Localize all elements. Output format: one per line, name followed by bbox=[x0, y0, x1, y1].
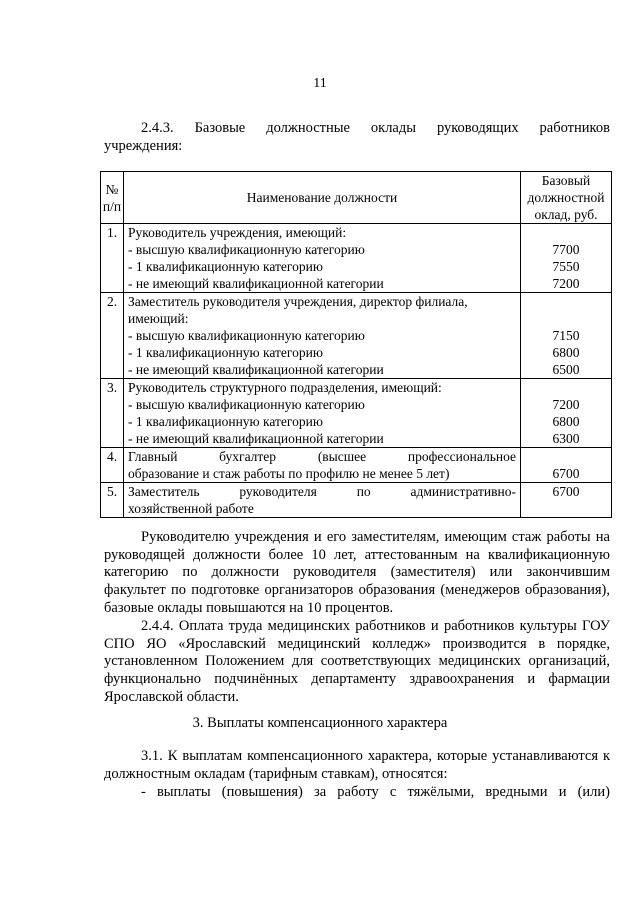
row-word: по bbox=[356, 484, 371, 499]
row-item: - 1 квалификационную категорию bbox=[128, 414, 323, 429]
salary-value: 6800 bbox=[552, 414, 580, 429]
row-number: 1. bbox=[101, 224, 124, 293]
table-row bbox=[101, 224, 612, 293]
row-number: 5. bbox=[101, 483, 124, 518]
salary-value: 7200 bbox=[552, 397, 580, 412]
table-heading bbox=[104, 119, 610, 155]
heading-word: работников bbox=[539, 120, 610, 136]
row-line-justified bbox=[128, 448, 516, 465]
table-row bbox=[101, 448, 612, 483]
row-item: - высшую квалификационную категорию bbox=[128, 242, 365, 257]
heading-line-1 bbox=[104, 119, 610, 137]
row-word: административно- bbox=[410, 484, 516, 499]
row-line: образование и стаж работы по профилю не менее 5 лет) bbox=[128, 466, 450, 481]
row-number: 2. bbox=[101, 293, 124, 379]
row-position bbox=[124, 224, 521, 293]
row-word: Заместитель bbox=[128, 484, 200, 499]
row-word: руководителя bbox=[239, 484, 317, 499]
header-number: № п/п bbox=[101, 172, 124, 224]
row-item: - 1 квалификационную категорию bbox=[128, 259, 323, 274]
paragraph-list-item: - выплаты (повышения) за работу с тяжёлыми, вредными и (или) bbox=[141, 784, 610, 800]
table-row bbox=[101, 379, 612, 448]
row-title: Руководитель структурного подразделения, имеющий: bbox=[128, 380, 442, 395]
header-position-name: Наименование должности bbox=[124, 172, 521, 224]
row-salary bbox=[521, 483, 612, 518]
row-position bbox=[124, 293, 521, 379]
heading-word: Базовые bbox=[194, 120, 246, 136]
row-salary bbox=[521, 448, 612, 483]
row-word: бухгалтер bbox=[219, 449, 277, 464]
row-title: Заместитель руководителя учреждения, директор филиала, имеющий: bbox=[128, 294, 468, 326]
row-item: - высшую квалификационную категорию bbox=[128, 328, 365, 343]
heading-word: должностные bbox=[266, 120, 350, 136]
row-item: - 1 квалификационную категорию bbox=[128, 345, 323, 360]
row-word: профессиональное bbox=[407, 449, 516, 464]
row-item: - не имеющий квалификационной категории bbox=[128, 362, 384, 377]
row-position bbox=[124, 448, 521, 483]
page-number: 11 bbox=[313, 76, 327, 91]
row-item: - не имеющий квалификационной категории bbox=[128, 276, 384, 291]
paragraph-medical-pay: 2.4.4. Оплата труда медицинских работников и работников культуры ГОУ СПО ЯО «Ярославский медицинский колледж» производится в порядке, установленном Положением для соответствующих медицинских организаций, функционально подчинённых департаменту здравоохранения и фармации Ярославской области. bbox=[104, 618, 610, 705]
salary-table bbox=[100, 171, 612, 518]
row-word: (высшее bbox=[317, 449, 367, 464]
heading-word: 2.4.3. bbox=[141, 120, 174, 136]
table-header-row bbox=[101, 172, 612, 224]
section-title: 3. Выплаты компенсационного характера bbox=[192, 715, 448, 731]
salary-value: 7550 bbox=[552, 259, 580, 274]
salary-value: 6700 bbox=[552, 466, 580, 481]
row-salary bbox=[521, 379, 612, 448]
row-salary bbox=[521, 224, 612, 293]
row-item: - не имеющий квалификационной категории bbox=[128, 431, 384, 446]
row-word: Главный bbox=[128, 449, 178, 464]
row-number: 4. bbox=[101, 448, 124, 483]
salary-value: 6700 bbox=[552, 484, 580, 499]
row-number: 3. bbox=[101, 379, 124, 448]
row-line-justified bbox=[128, 483, 516, 500]
row-item: - высшую квалификационную категорию bbox=[128, 397, 365, 412]
salary-value: 7200 bbox=[552, 276, 580, 291]
salary-value: 7700 bbox=[552, 242, 580, 257]
salary-value: 7150 bbox=[552, 328, 580, 343]
heading-line-2: учреждения: bbox=[104, 138, 183, 154]
salary-value: 6300 bbox=[552, 431, 580, 446]
salary-value: 6800 bbox=[552, 345, 580, 360]
salary-value: 6500 bbox=[552, 362, 580, 377]
row-salary bbox=[521, 293, 612, 379]
header-base-salary: Базовый должностной оклад, руб. bbox=[521, 172, 612, 224]
table-row bbox=[101, 293, 612, 379]
row-title: Руководитель учреждения, имеющий: bbox=[128, 225, 347, 240]
paragraph-compensation: 3.1. К выплатам компенсационного характера, которые устанавливаются к должностным окладам (тарифным ставкам), относятся: bbox=[104, 748, 610, 782]
row-line: хозяйственной работе bbox=[128, 501, 254, 516]
heading-word: оклады bbox=[370, 120, 416, 136]
table-row bbox=[101, 483, 612, 518]
row-position bbox=[124, 379, 521, 448]
row-position bbox=[124, 483, 521, 518]
heading-word: руководящих bbox=[436, 120, 519, 136]
paragraph-raise: Руководителю учреждения и его заместителям, имеющим стаж работы на руководящей должности более 10 лет, аттестованным на квалификационную категорию по должности руководителя (заместителя) или закончившим факультет по подготовке организаторов образования (менеджеров образования), базовые оклады повышаются на 10 процентов. bbox=[104, 529, 610, 616]
